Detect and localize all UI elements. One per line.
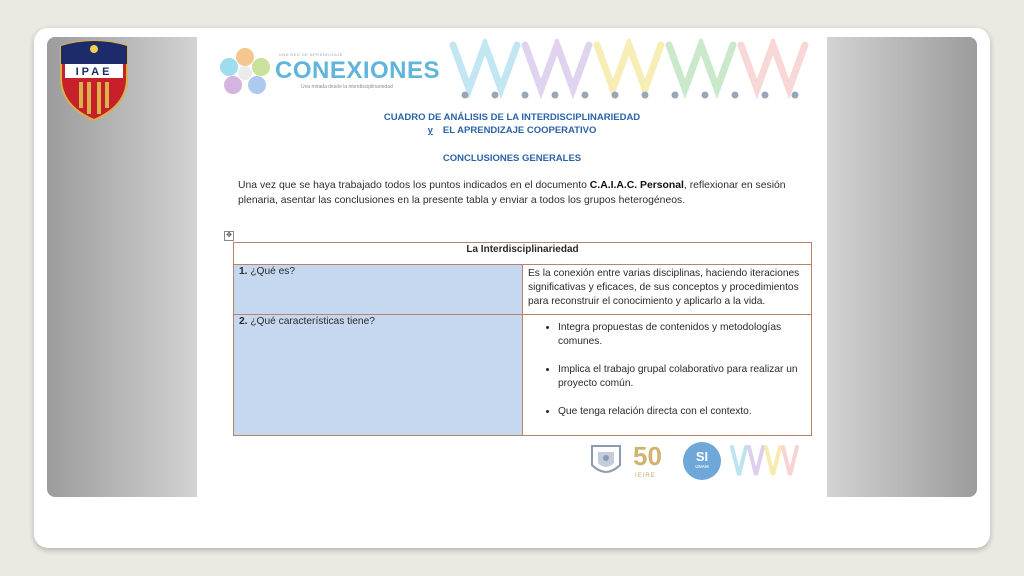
question-text-1: ¿Qué es? xyxy=(247,266,296,277)
fifty-anniversary-logo: 50 xyxy=(633,441,662,471)
brand-name: CONEXIONES xyxy=(275,57,441,84)
answer-cell-1: Es la conexión entre varias disciplinas, haciendo iteraciones significativas y eficaces, de sus conceptos y procedimientos para reconstruir el conocimiento y aplicarlo a la vida. xyxy=(523,265,812,315)
si-logo-subtext: UNAM xyxy=(695,464,709,469)
list-item: • Que tenga relación directa con el contexto. xyxy=(558,405,806,419)
ipae-crest-logo xyxy=(55,38,133,122)
document-title-line2 xyxy=(197,125,827,136)
title-conjunction: y xyxy=(427,125,433,136)
list-item: • Integra propuestas de contenidos y metodologías comunes. xyxy=(558,321,806,349)
si-logo-text: SI xyxy=(695,449,709,464)
decorative-stripes-small-graphic xyxy=(729,443,801,481)
conexiones-logo-icon xyxy=(215,43,275,103)
brand-tagline: Una mirada desde la interdisciplinariedad xyxy=(301,84,393,90)
table-header-row xyxy=(234,243,812,265)
question-cell-1 xyxy=(234,265,523,315)
intro-text-part2: , reflexionar en sesión plenaria, asentar las conclusiones en la presente tabla y enviar a todos los grupos heterogéneos. xyxy=(238,180,786,206)
table-row xyxy=(234,265,812,315)
document-title-line1: CUADRO DE ANÁLISIS DE LA INTERDISCIPLINARIEDAD xyxy=(383,112,641,123)
footer-logos xyxy=(589,439,811,483)
table-move-handle-icon[interactable]: ✥ xyxy=(224,231,234,241)
question-text-2: ¿Qué características tiene? xyxy=(247,316,375,327)
unam-seal-logo xyxy=(589,443,623,479)
intro-text-part1: Una vez que se haya trabajado todos los puntos indicados en el documento xyxy=(238,180,590,191)
interdisciplinarity-table xyxy=(233,242,812,436)
answer-cell-2 xyxy=(523,315,812,436)
question-cell-2 xyxy=(234,315,523,436)
document-subtitle: CONCLUSIONES GENERALES xyxy=(442,153,582,164)
question-number-1: 1. xyxy=(239,266,248,277)
intro-paragraph xyxy=(238,178,788,208)
ieire-logo-text: IEIRE xyxy=(635,473,656,479)
question-number-2: 2. xyxy=(239,316,248,327)
intro-document-name: C.A.I.A.C. Personal xyxy=(589,180,684,191)
table-header-cell: La Interdisciplinariedad xyxy=(234,243,812,265)
table-row xyxy=(234,315,812,436)
brand-small-text: UNA RED DE APRENDIZAJE xyxy=(279,52,343,57)
title-line2-text: EL APRENDIZAJE COOPERATIVO xyxy=(442,125,597,136)
si-logo xyxy=(683,442,721,480)
star-icon xyxy=(90,45,98,53)
crest-org-text: IPAE xyxy=(75,66,113,78)
characteristics-list xyxy=(528,321,806,419)
document-page xyxy=(197,37,827,497)
decorative-stripes-graphic xyxy=(447,39,812,101)
list-item: • Implica el trabajo grupal colaborativo para realizar un proyecto común. xyxy=(558,363,806,391)
